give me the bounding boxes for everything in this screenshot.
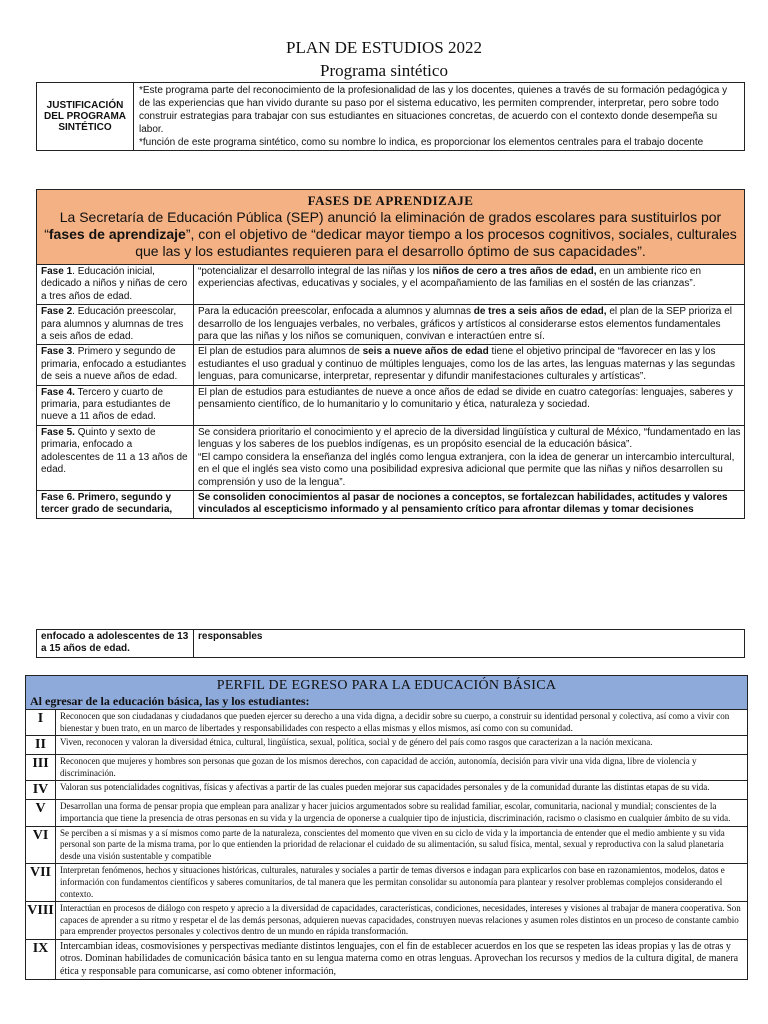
table-row (26, 864, 748, 902)
phases-heading: FASES DE APRENDIZAJE (307, 193, 474, 208)
phase-description: Se considera prioritario el conocimiento y el aprecio de la diversidad lingüística y cultural de México, “fundamentado en las lenguas y los saberes de los pueblos indígenas, es un propósito esencial de la educación básica”. “El campo considera la enseñanza del inglés como lengua extranjera, con la idea de generar un intercambio intercultural, en el que el inglés sea visto como una posibilidad expresiva adicional que permite que las niñas y niños desarrollen su comprensión y uso de la lengua”. (194, 425, 745, 490)
item-text: Se perciben a sí mismas y a sí mismos como parte de la naturaleza, conscientes del momento que viven en su ciclo de vida y la importancia de entender que el medio ambiente y su vida personal son parte de la misma trama, por lo que entienden la prioridad de relacionar el cuidado de su alimentación, su salud física, mental, sexual y reproductiva con la salud planetaria desde una visión sustentable y compatible (56, 826, 748, 864)
page-title: PLAN DE ESTUDIOS 2022 (286, 38, 482, 57)
item-number: IX (26, 939, 56, 979)
item-number: VII (26, 864, 56, 902)
phase-name: Fase 2. Educación preescolar, para alumnos y alumnas de tres a seis años de edad. (37, 305, 194, 345)
profile-header (26, 676, 748, 710)
table-row (26, 781, 748, 800)
phase-name: enfocado a adolescentes de 13 a 15 años de edad. (37, 630, 194, 658)
phases-intro-bold: fases de aprendizaje (48, 226, 186, 242)
table-row (37, 490, 745, 518)
phase-description: Para la educación preescolar, enfocada a alumnos y alumnas de tres a seis años de edad, el plan de la SEP prioriza el desarrollo de los lenguajes verbales, no verbales, gráficos y artísticos al considerarse estos elementos fundamentales para que las niñas y los niños se comuniquen, convivan e interactúen entre sí. (194, 305, 745, 345)
table-row (26, 800, 748, 826)
justification-label: JUSTIFICACIÓN DEL PROGRAMA SINTÉTICO (37, 83, 134, 151)
item-number: IV (26, 781, 56, 800)
item-text: Intercambian ideas, cosmovisiones y perspectivas mediante distintos lenguajes, con el fin de establecer acuerdos en los que se respeten las ideas propias y las de otras y otros. Dominan habilidades de comunicación básica tanto en su lengua materna como en otras lenguas. Aprovechan los recursos y medios de la cultura digital, de manera ética y responsable para comunicarse, así como obtener información, (56, 939, 748, 979)
table-row (37, 305, 745, 345)
item-number: III (26, 755, 56, 781)
item-text: Reconocen que mujeres y hombres son personas que gozan de los mismos derechos, con capacidad de acción, autonomía, decisión para vivir una vida digna, libre de violencia y discriminación. (56, 755, 748, 781)
table-row (37, 385, 745, 425)
phase-description: responsables (194, 630, 745, 658)
item-number: VIII (26, 902, 56, 940)
phase-name: Fase 5. Quinto y sexto de primaria, enfocado a adolescentes de 11 a 13 años de edad. (37, 425, 194, 490)
item-text: Reconocen que son ciudadanas y ciudadanos que pueden ejercer su derecho a una vida digna, a decidir sobre su cuerpo, a construir su identidad personal y colectiva, así como a vivir con bienestar y buen trato, en un marco de libertades y responsabilidades con respecto a ellas mismas y ellos mismos, así como con su comunidad. (56, 710, 748, 736)
justification-text (134, 83, 745, 151)
phases-table-continued (36, 629, 745, 658)
page-subtitle: Programa sintético (320, 61, 448, 80)
phases-header (37, 190, 745, 265)
profile-heading: PERFIL DE EGRESO PARA LA EDUCACIÓN BÁSICA (216, 678, 557, 693)
item-text: Interactúan en procesos de diálogo con respeto y aprecio a la diversidad de capacidades, características, condiciones, necesidades, intereses y visiones al trabajar de manera cooperativa. Son capaces de aprender a su ritmo y respetar el de las demás personas, adquieren nuevas capacidades, construyen nuevas relaciones y asumen roles distintos en un proceso de constante cambio para emprender proyectos personales y colectivos dentro de un mundo en rápida transformación. (56, 902, 748, 940)
phases-table (36, 189, 745, 519)
item-number: I (26, 710, 56, 736)
phase-description: Se consoliden conocimientos al pasar de nociones a conceptos, se fortalezcan habilidades, actitudes y valores vinculados al escepticismo informado y al pensamiento crítico para afrontar dilemas y tomar decisiones (194, 490, 745, 518)
table-row (26, 736, 748, 755)
phase-name: Fase 3. Primero y segundo de primaria, enfocado a estudiantes de seis a nueve años de edad. (37, 345, 194, 385)
item-text: Interpretan fenómenos, hechos y situaciones históricas, culturales, naturales y sociales a partir de temas diversos e indagan para explicarlos con base en razonamientos, modelos, datos e información con fundamentos científicos y saberes comunitarios, de tal manera que les permitan consolidar su autonomía para plantear y resolver problemas complejos considerando el contexto. (56, 864, 748, 902)
justification-paragraph-1: *Este programa parte del reconocimiento de la profesionalidad de las y los docentes, quienes a través de su formación pedagógica y de las experiencias que han vivido durante su paso por el sistema educativo, les permiten comprender, interpretar, pero sobre todo construir estrategias para trabajar con sus estudiantes en situaciones concretas, de acuerdo con el contexto donde desempeña su labor. (139, 85, 728, 135)
profile-table (25, 675, 748, 980)
phases-intro (43, 209, 738, 260)
profile-subheading: Al egresar de la educación básica, las y los estudiantes: (30, 694, 310, 708)
item-text: Desarrollan una forma de pensar propia que emplean para analizar y hacer juicios argumentados sobre su realidad familiar, escolar, comunitaria, nacional y mundial; conscientes de la importancia que tiene la presencia de otras personas en su vida y la urgencia de oponerse a cualquier tipo de injusticia, discriminación, racismo o clasismo en cualquier ámbito de su vida. (56, 800, 748, 826)
table-row (26, 755, 748, 781)
item-text: Viven, reconocen y valoran la diversidad étnica, cultural, lingüística, sexual, política, social y de género del país como rasgos que caracterizan a la nación mexicana. (56, 736, 748, 755)
table-row (37, 345, 745, 385)
phase-description: El plan de estudios para estudiantes de nueve a once años de edad se divide en cuatro categorías: lenguajes, saberes y pensamiento científico, de lo humanitario y lo comunitario y ética, naturaleza y sociedad. (194, 385, 745, 425)
phase-name: Fase 4. Tercero y cuarto de primaria, para estudiantes de nueve a 11 años de edad. (37, 385, 194, 425)
justification-paragraph-2: *función de este programa sintético, como su nombre lo indica, es proporcionar los elementos centrales para el trabajo docente (139, 137, 704, 148)
justification-table (36, 82, 745, 151)
item-text: Valoran sus potencialidades cognitivas, físicas y afectivas a partir de las cuales pueden mejorar sus capacidades personales y de la comunidad durante las distintas etapas de su vida. (56, 781, 748, 800)
table-row (26, 902, 748, 940)
item-number: II (26, 736, 56, 755)
table-row (37, 630, 745, 658)
table-row (26, 939, 748, 979)
phases-intro-a: La Secretaría de Educación Pública (SEP) anunció la eliminación de grados escolares para sustituirlos por “ (44, 209, 722, 242)
phase-description: El plan de estudios para alumnos de seis a nueve años de edad tiene el objetivo principal de “favorecer en las y los estudiantes el uso gradual y continuo de múltiples lenguajes, como los de las artes, las lenguas maternas y las segundas lenguas, para comunicarse, interpretar, representar y difundir manifestaciones culturales y artísticas”. (194, 345, 745, 385)
item-number: V (26, 800, 56, 826)
table-row (26, 826, 748, 864)
table-row (26, 710, 748, 736)
table-row (37, 265, 745, 305)
phase-name: Fase 1. Educación inicial, dedicado a niños y niñas de cero a tres años de edad. (37, 265, 194, 305)
phase-name: Fase 6. Primero, segundo y tercer grado de secundaria, (37, 490, 194, 518)
phase-description: “potencializar el desarrollo integral de las niñas y los niños de cero a tres años de edad, en un ambiente rico en experiencias afectivas, educativas y sociales, y el acompañamiento de las familias en el sostén de las crianzas”. (194, 265, 745, 305)
table-row (37, 425, 745, 490)
phases-intro-c: ”, con el objetivo de “dedicar mayor tiempo a los procesos cognitivos, sociales, culturales que las y los estudiantes requieren para el desarrollo óptimo de sus capacidades”. (135, 226, 737, 259)
item-number: VI (26, 826, 56, 864)
